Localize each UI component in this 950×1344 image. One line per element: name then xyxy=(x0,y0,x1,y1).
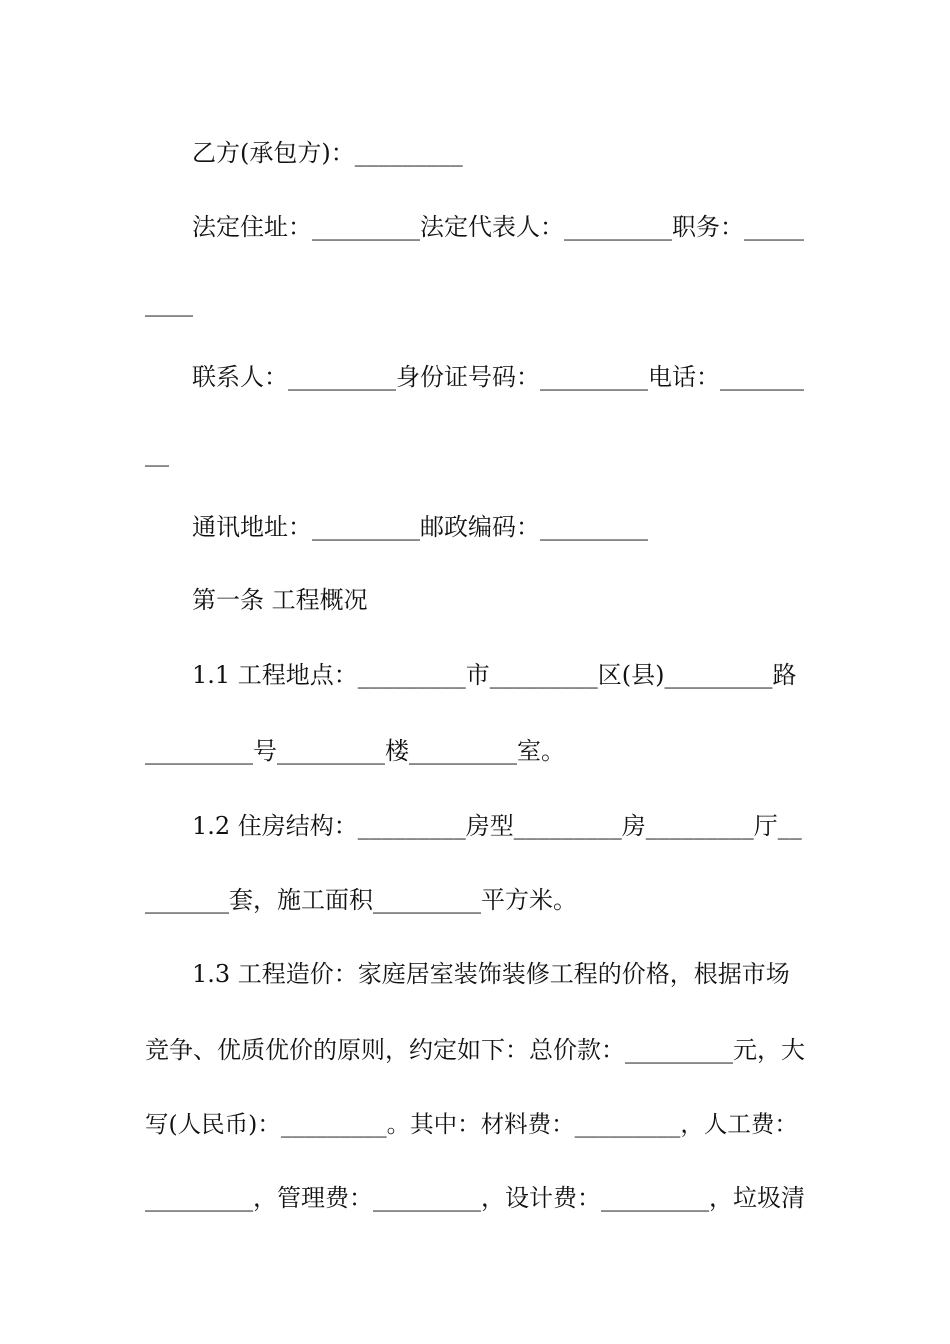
text-line: _______套，施工面积_________平方米。 xyxy=(145,886,577,914)
text-line: __ xyxy=(145,439,169,467)
text-line: 联系人：_________身份证号码：_________电话：_______ xyxy=(192,363,804,391)
section-heading: 第一条 工程概况 xyxy=(192,586,368,614)
text-line: 乙方(承包方)：_________ xyxy=(192,139,463,167)
text-line: 法定住址：_________法定代表人：_________职务：_____ xyxy=(192,213,804,241)
text-line: 写(人民币)：_________。其中：材料费：_________，人工费： xyxy=(145,1110,798,1138)
text-line: ____ xyxy=(145,289,193,317)
text-line: 1.2 住房结构：_________房型_________房_________厅__ xyxy=(192,812,802,840)
text-line: _________，管理费：_________，设计费：_________，垃圾清 xyxy=(145,1184,805,1212)
text-line: _________号_________楼_________室。 xyxy=(145,737,565,765)
text-line: 1.3 工程造价：家庭居室装饰装修工程的价格，根据市场 xyxy=(192,960,790,988)
text-line: 竞争、优质优价的原则，约定如下：总价款：_________元，大 xyxy=(145,1036,805,1064)
text-line: 1.1 工程地点：_________市_________区(县)_________路 xyxy=(192,661,797,689)
text-line: 通讯地址：_________邮政编码：_________ xyxy=(192,513,648,541)
